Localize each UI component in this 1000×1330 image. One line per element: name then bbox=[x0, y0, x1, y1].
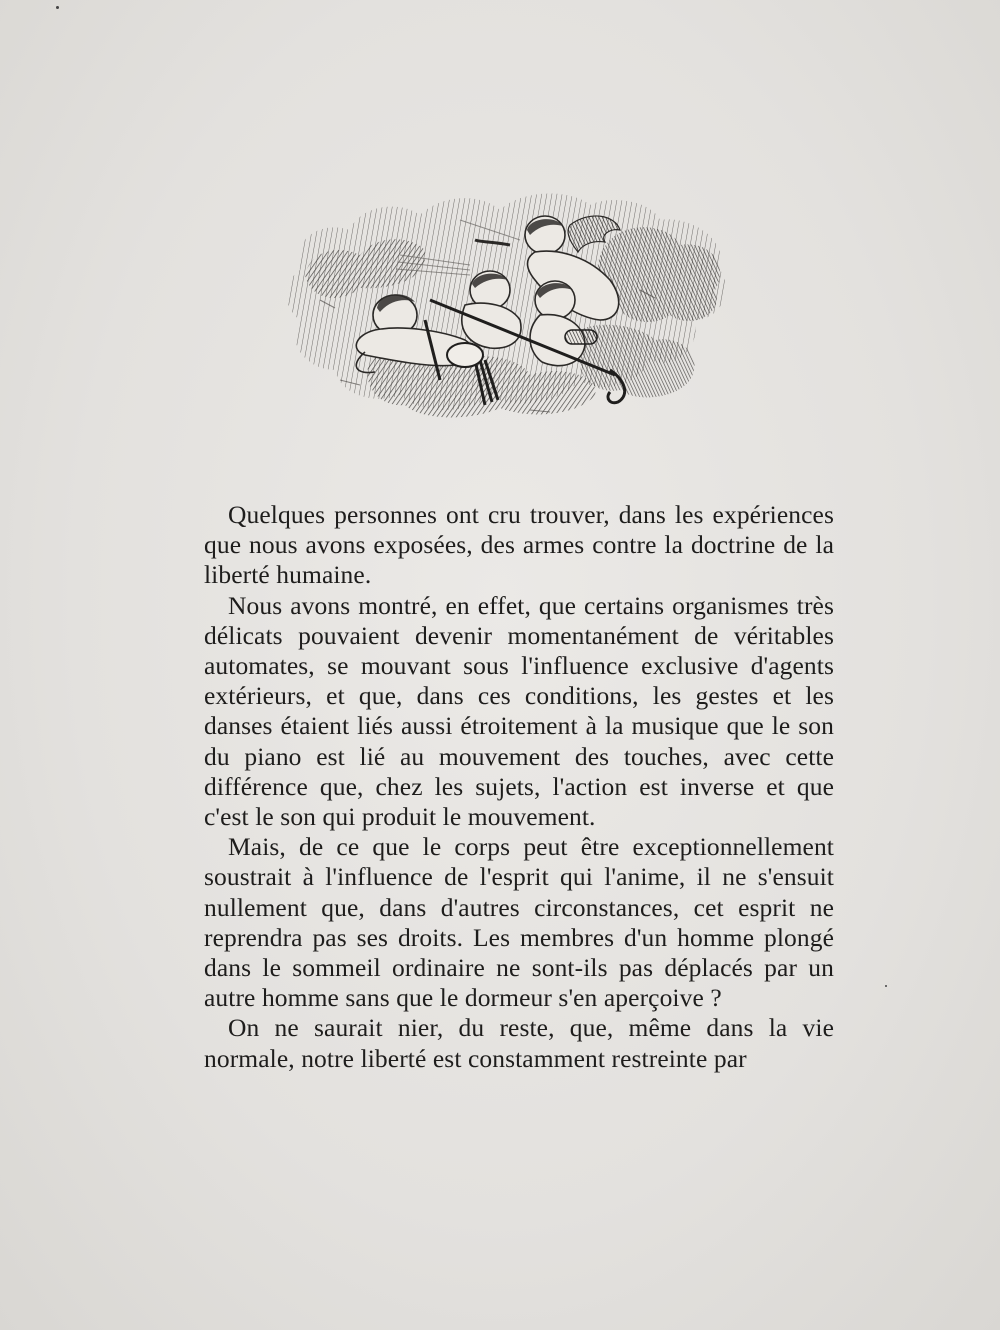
paragraph-4: On ne saurait nier, du reste, que, même dans la vie normale, notre liberté est constamment restreinte par bbox=[204, 1013, 834, 1073]
body-text bbox=[204, 500, 834, 1074]
print-speck bbox=[885, 985, 887, 987]
paragraph-3: Mais, de ce que le corps peut être exceptionnellement soustrait à l'influence de l'esprit qui l'anime, il ne s'ensuit nullement que, dans d'autres circonstances, cet esprit ne reprendra pas ses droits. Les membres d'un homme plongé dans le sommeil ordinaire ne sont-ils pas déplacés par un autre homme sans que le dormeur s'en aperçoive ? bbox=[204, 832, 834, 1013]
print-speck bbox=[56, 6, 59, 9]
paragraph-2: Nous avons montré, en effet, que certains organismes très délicats pouvaient devenir momentanément de véritables automates, se mouvant sous l'influence exclusive d'agents extérieurs, et que, dans ces conditions, les gestes et les danses étaient liés aussi étroitement à la musique que le son du piano est lié au mouvement des touches, avec cette différence que, chez les sujets, l'action est inverse et que c'est le son qui produit le mouvement. bbox=[204, 590, 834, 832]
cloud-shapes bbox=[287, 194, 726, 418]
cherubs-engraving-icon bbox=[280, 180, 740, 440]
paragraph-1: Quelques personnes ont cru trouver, dans les expériences que nous avons exposées, des armes contre la doctrine de la liberté humaine. bbox=[204, 500, 834, 590]
